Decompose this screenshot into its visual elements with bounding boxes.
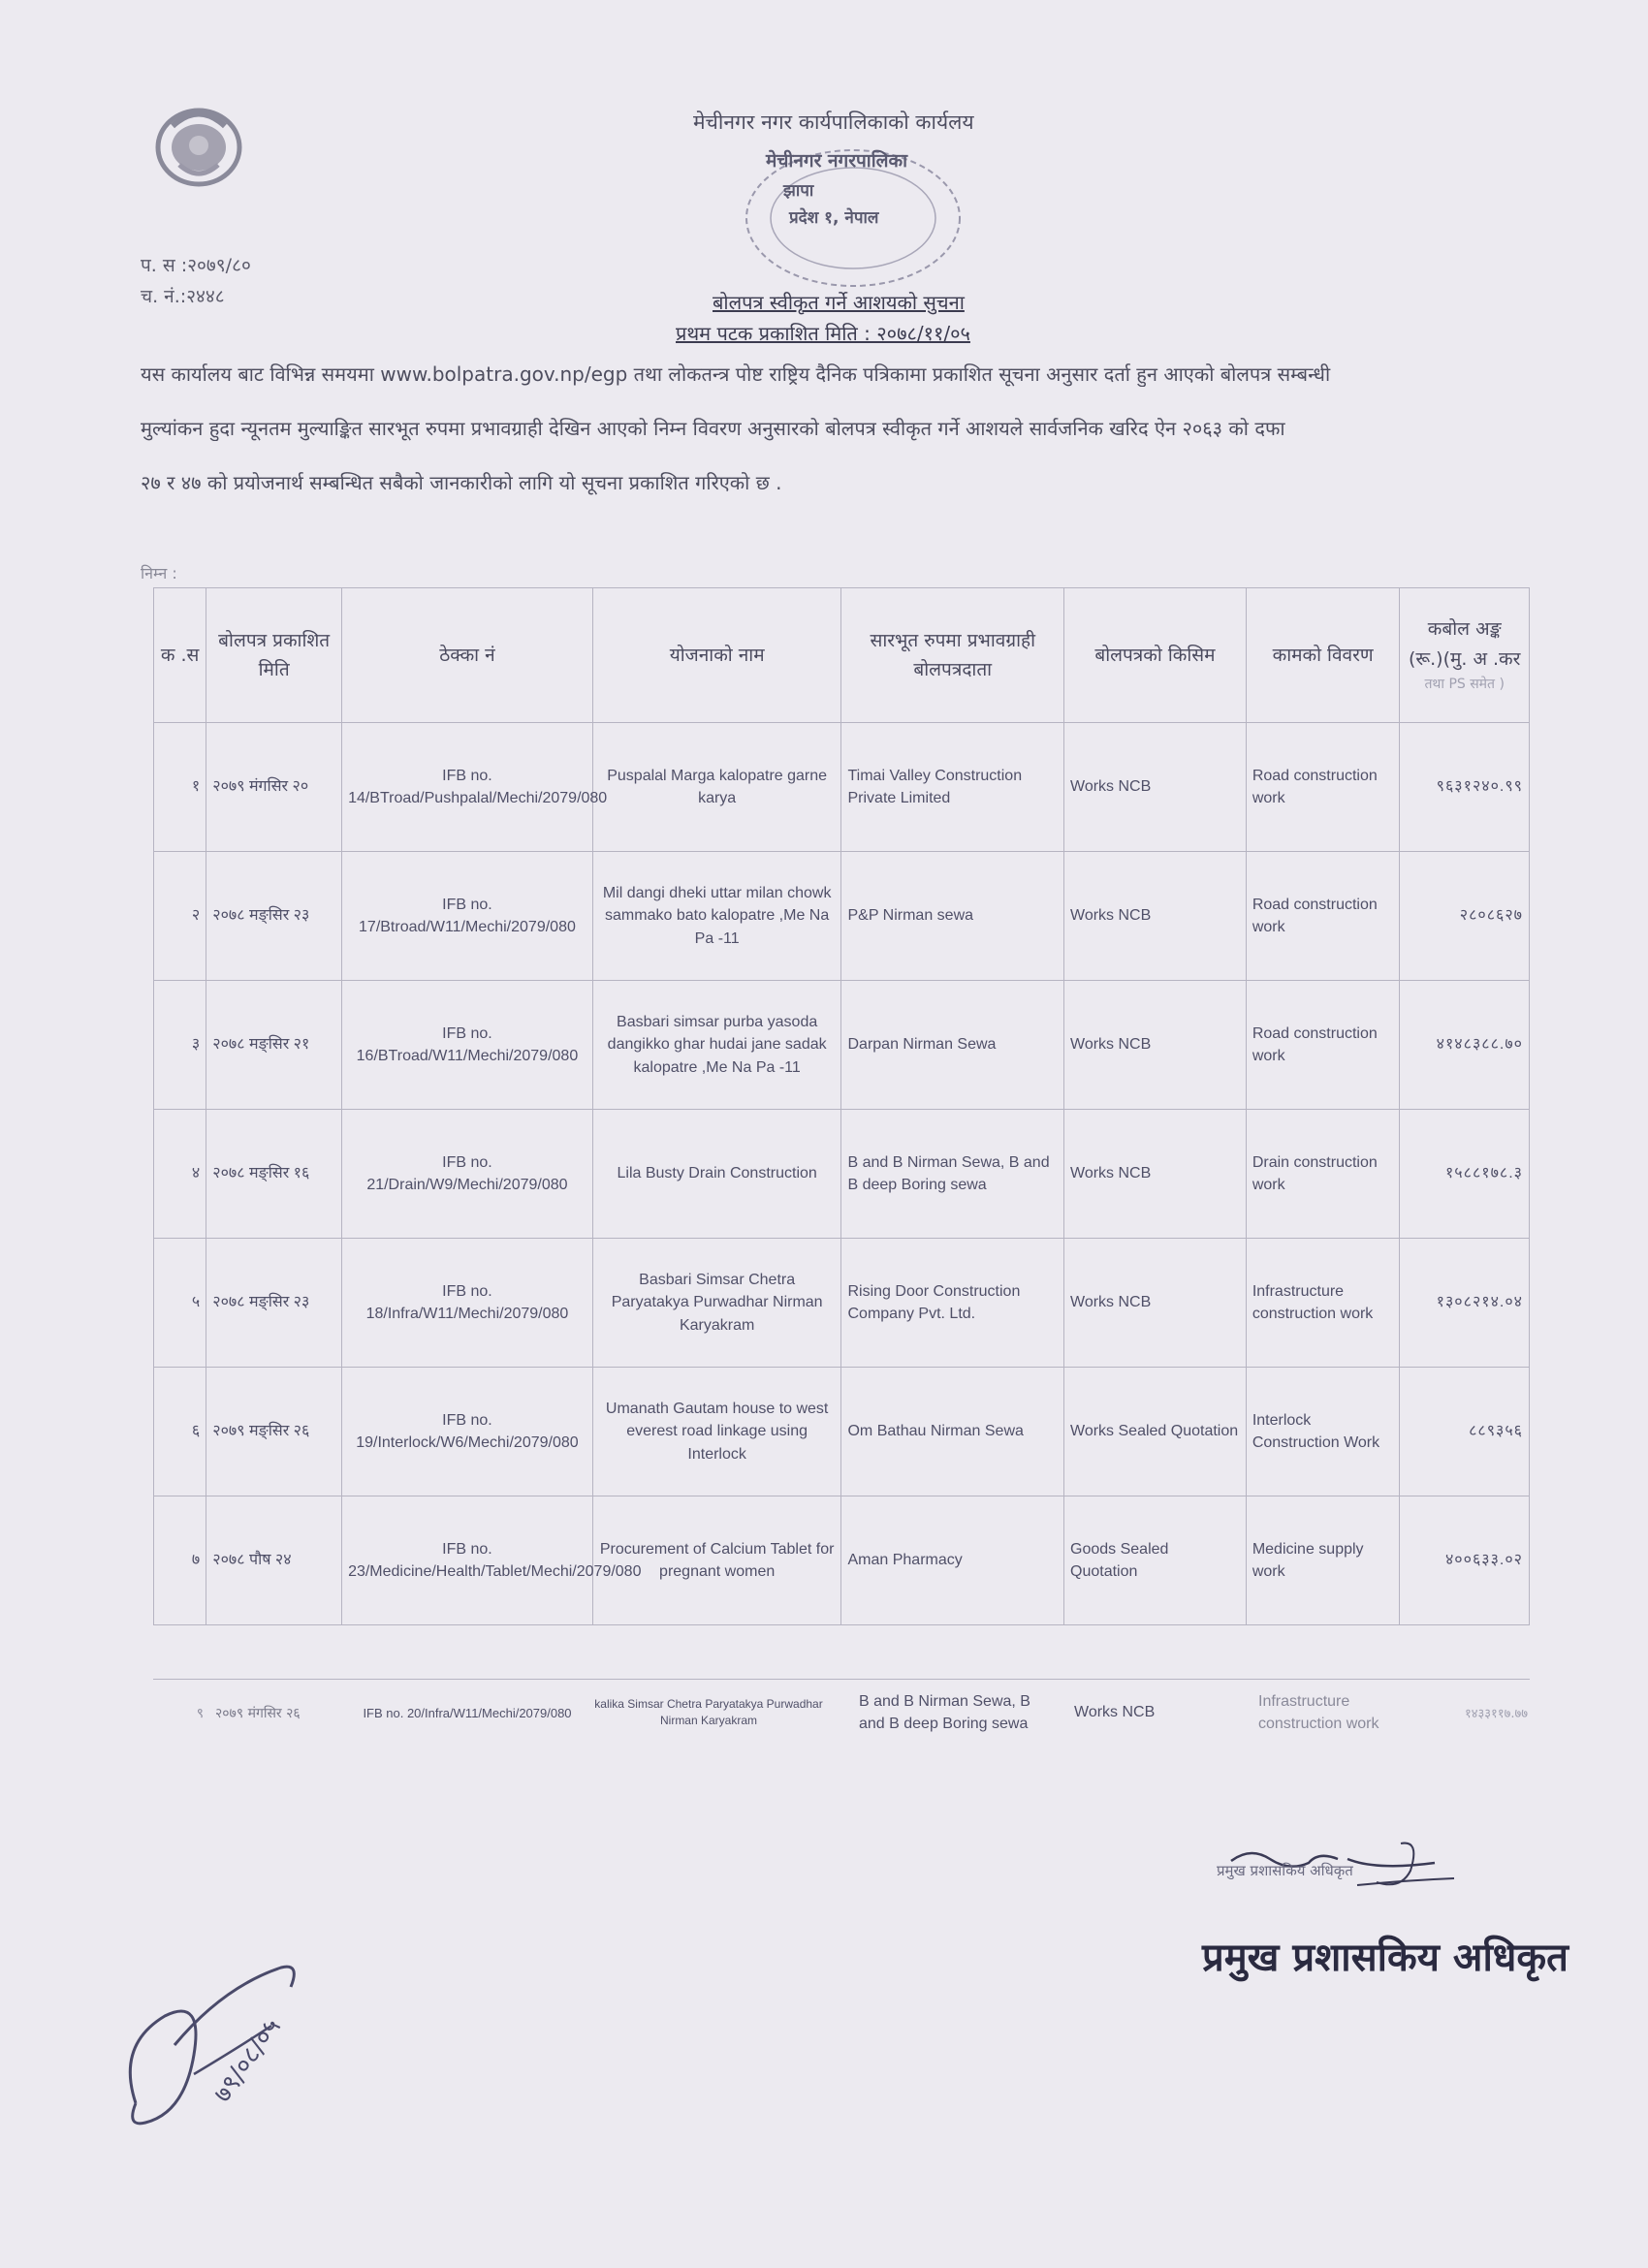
cell-bid-type: Goods Sealed Quotation [1064,1496,1247,1625]
table-header-row [154,588,1530,723]
stamp-text-province: प्रदेश १, नेपाल [789,208,879,228]
handwritten-signature [107,1929,330,2152]
cell-bidder: Darpan Nirman Sewa [841,981,1064,1110]
cell-project-name: Basbari simsar purba yasoda dangikko ghar hudai jane sadak kalopatre ,Me Na Pa -11 [592,981,841,1110]
dispatch-number: च. नं.:२४४८ [141,286,225,307]
cell-project-name: Mil dangi dheki uttar milan chowk sammako bato kalopatre ,Me Na Pa -11 [592,852,841,981]
extra-row-divider [153,1679,1530,1680]
cell-ifb: IFB no. 21/Drain/W9/Mechi/2079/080 [342,1110,593,1239]
cell-project-name: Umanath Gautam house to west everest road linkage using Interlock [592,1368,841,1496]
cell-project-name: Basbari Simsar Chetra Paryatakya Purwadhar Nirman Karyakram [592,1239,841,1368]
table-note: निम्न : [141,564,177,583]
table-row [154,723,1530,852]
cell-amount: २८०८६२७ [1400,852,1530,981]
table-row [154,1110,1530,1239]
cell-work-desc: Road construction work [1246,723,1400,852]
stamp-text-municipality: मेचीनगर नगरपालिका [766,150,908,172]
cell-bidder: P&P Nirman sewa [841,852,1064,981]
cell-bidder: B and B Nirman Sewa, B and B deep Boring sewa [859,1692,1030,1732]
cell-bidder: Rising Door Construction Company Pvt. Ltd. [841,1239,1064,1368]
cell-ifb: IFB no. 19/Interlock/W6/Mechi/2079/080 [342,1368,593,1496]
cell-bidder: Om Bathau Nirman Sewa [841,1368,1064,1496]
header-date: बोलपत्र प्रकाशित मिति [206,588,342,723]
cell-date: २०७९ मङ्सिर २६ [206,1368,342,1496]
table-row [154,1239,1530,1368]
cell-work-desc: Interlock Construction Work [1246,1368,1400,1496]
fiscal-year-ref: प. स :२०७९/८० [141,255,251,276]
header-amount-line3: तथा PS समेत ) [1424,677,1505,693]
officer-signature [1212,1842,1464,1919]
notice-paragraph-line-3: २७ र ४७ को प्रयोजनार्थ सम्बन्धित सबैको जानकारीको लागि यो सूचना प्रकाशित गरिएको छ . [141,471,782,494]
office-title: मेचीनगर नगर कार्यपालिकाको कार्यलय [693,110,974,134]
stamp-text-district: झापा [783,181,814,201]
header-contract-no: ठेक्का नं [342,588,593,723]
bid-acceptance-table [153,587,1530,1625]
cell-bid-type: Works NCB [1064,981,1247,1110]
cell-ifb: IFB no. 14/BTroad/Pushpalal/Mechi/2079/080 [342,723,593,852]
cell-project-name: Procurement of Calcium Tablet for pregnant women [592,1496,841,1625]
cell-date: २०७८ मङ्सिर २१ [206,981,342,1110]
header-amount [1400,588,1530,723]
cell-ifb: IFB no. 20/Infra/W11/Mechi/2079/080 [363,1705,572,1720]
cell-sn: ४ [154,1110,206,1239]
cell-amount: १४३३११७.७७ [1465,1707,1528,1721]
header-work-desc: कामको विवरण [1246,588,1400,723]
cell-amount: १५८८१७८.३ [1400,1110,1530,1239]
table-row [154,981,1530,1110]
cell-sn: ९ [196,1705,204,1721]
nepal-government-emblem-icon [145,97,252,189]
cell-work-desc: Drain construction work [1246,1110,1400,1239]
cell-bid-type: Works NCB [1064,1110,1247,1239]
table-row [154,1496,1530,1625]
cell-ifb: IFB no. 18/Infra/W11/Mechi/2079/080 [342,1239,593,1368]
cell-work-desc: Infrastructure construction work [1246,1239,1400,1368]
cell-sn: ७ [154,1496,206,1625]
cell-ifb: IFB no. 17/Btroad/W11/Mechi/2079/080 [342,852,593,981]
cell-bid-type: Works Sealed Quotation [1064,1368,1247,1496]
table-row [154,1368,1530,1496]
cell-date: २०७८ मङ्सिर १६ [206,1110,342,1239]
cell-date: २०७८ पौष २४ [206,1496,342,1625]
cell-ifb: IFB no. 16/BTroad/W11/Mechi/2079/080 [342,981,593,1110]
cell-bidder: B and B Nirman Sewa, B and B deep Boring sewa [841,1110,1064,1239]
officer-designation: प्रमुख प्रशासकिय अधिकृत [1202,1936,1569,1980]
cell-project-name: Lila Busty Drain Construction [592,1110,841,1239]
cell-date: २०७९ मंगसिर २६ [215,1705,301,1721]
notice-title: बोलपत्र स्वीकृत गर्ने आशयको सुचना [713,291,965,314]
cell-work-desc: Road construction work [1246,852,1400,981]
header-amount-line2: (रू.)(मु. अ .कर [1408,647,1521,670]
table-row-extra [153,1683,1530,1743]
cell-amount: ४००६३३.०२ [1400,1496,1530,1625]
cell-sn: ५ [154,1239,206,1368]
header-amount-line1: कबोल अङ्क [1427,618,1502,641]
notice-paragraph-line-1: यस कार्यालय बाट विभिन्न समयमा www.bolpatra.gov.np/egp तथा लोकतन्त्र पोष्ट राष्ट्रिय दैनिक पत्रिकामा प्रकाशित सूचना अनुसार दर्ता हुन आएको बोलपत्र सम्बन्धी [141,362,1331,386]
cell-amount: ८८९३५६ [1400,1368,1530,1496]
cell-project-name: kalika Simsar Chetra Paryatakya Purwadhar Nirman Karyakram [594,1697,823,1727]
cell-bid-type: Works NCB [1064,1239,1247,1368]
cell-ifb: IFB no. 23/Medicine/Health/Tablet/Mechi/2079/080 [342,1496,593,1625]
cell-date: २०७८ मङ्सिर २३ [206,852,342,981]
cell-sn: २ [154,852,206,981]
cell-date: २०७९ मंगसिर २० [206,723,342,852]
cell-amount: ९६३१२४०.९९ [1400,723,1530,852]
cell-bidder: Aman Pharmacy [841,1496,1064,1625]
cell-project-name: Puspalal Marga kalopatre garne karya [592,723,841,852]
cell-work-desc: Infrastructure construction work [1258,1692,1379,1732]
cell-work-desc: Medicine supply work [1246,1496,1400,1625]
publication-date: प्रथम पटक प्रकाशित मिति : २०७८/११/०५ [676,322,970,345]
notice-paragraph-line-2: मुल्यांकन हुदा न्यूनतम मुल्याङ्कित सारभूत रुपमा प्रभावग्राही देखिन आएको निम्न विवरण अनुसारको बोलपत्र स्वीकृत गर्ने आशयले सार्वजनिक खरिद ऐन २०६३ को दफा [141,417,1285,440]
cell-work-desc: Road construction work [1246,981,1400,1110]
cell-amount: १३०८२१४.०४ [1400,1239,1530,1368]
signature-caption: प्रमुख प्रशासकिय अधिकृत [1217,1862,1353,1879]
header-sn: क .स [154,588,206,723]
header-bidder: सारभूत रुपमा प्रभावग्राही बोलपत्रदाता [841,588,1064,723]
cell-sn: ६ [154,1368,206,1496]
cell-date: २०७८ मङ्सिर २३ [206,1239,342,1368]
header-bid-type: बोलपत्रको किसिम [1064,588,1247,723]
cell-bid-type: Works NCB [1064,723,1247,852]
cell-bid-type: Works NCB [1064,852,1247,981]
table-row [154,852,1530,981]
cell-amount: ४१४८३८८.७० [1400,981,1530,1110]
cell-sn: १ [154,723,206,852]
cell-bid-type: Works NCB [1074,1704,1156,1720]
cell-sn: ३ [154,981,206,1110]
header-project-name: योजनाको नाम [592,588,841,723]
signature-date: ७९/०८/०५ [207,2012,287,2108]
cell-bidder: Timai Valley Construction Private Limited [841,723,1064,852]
